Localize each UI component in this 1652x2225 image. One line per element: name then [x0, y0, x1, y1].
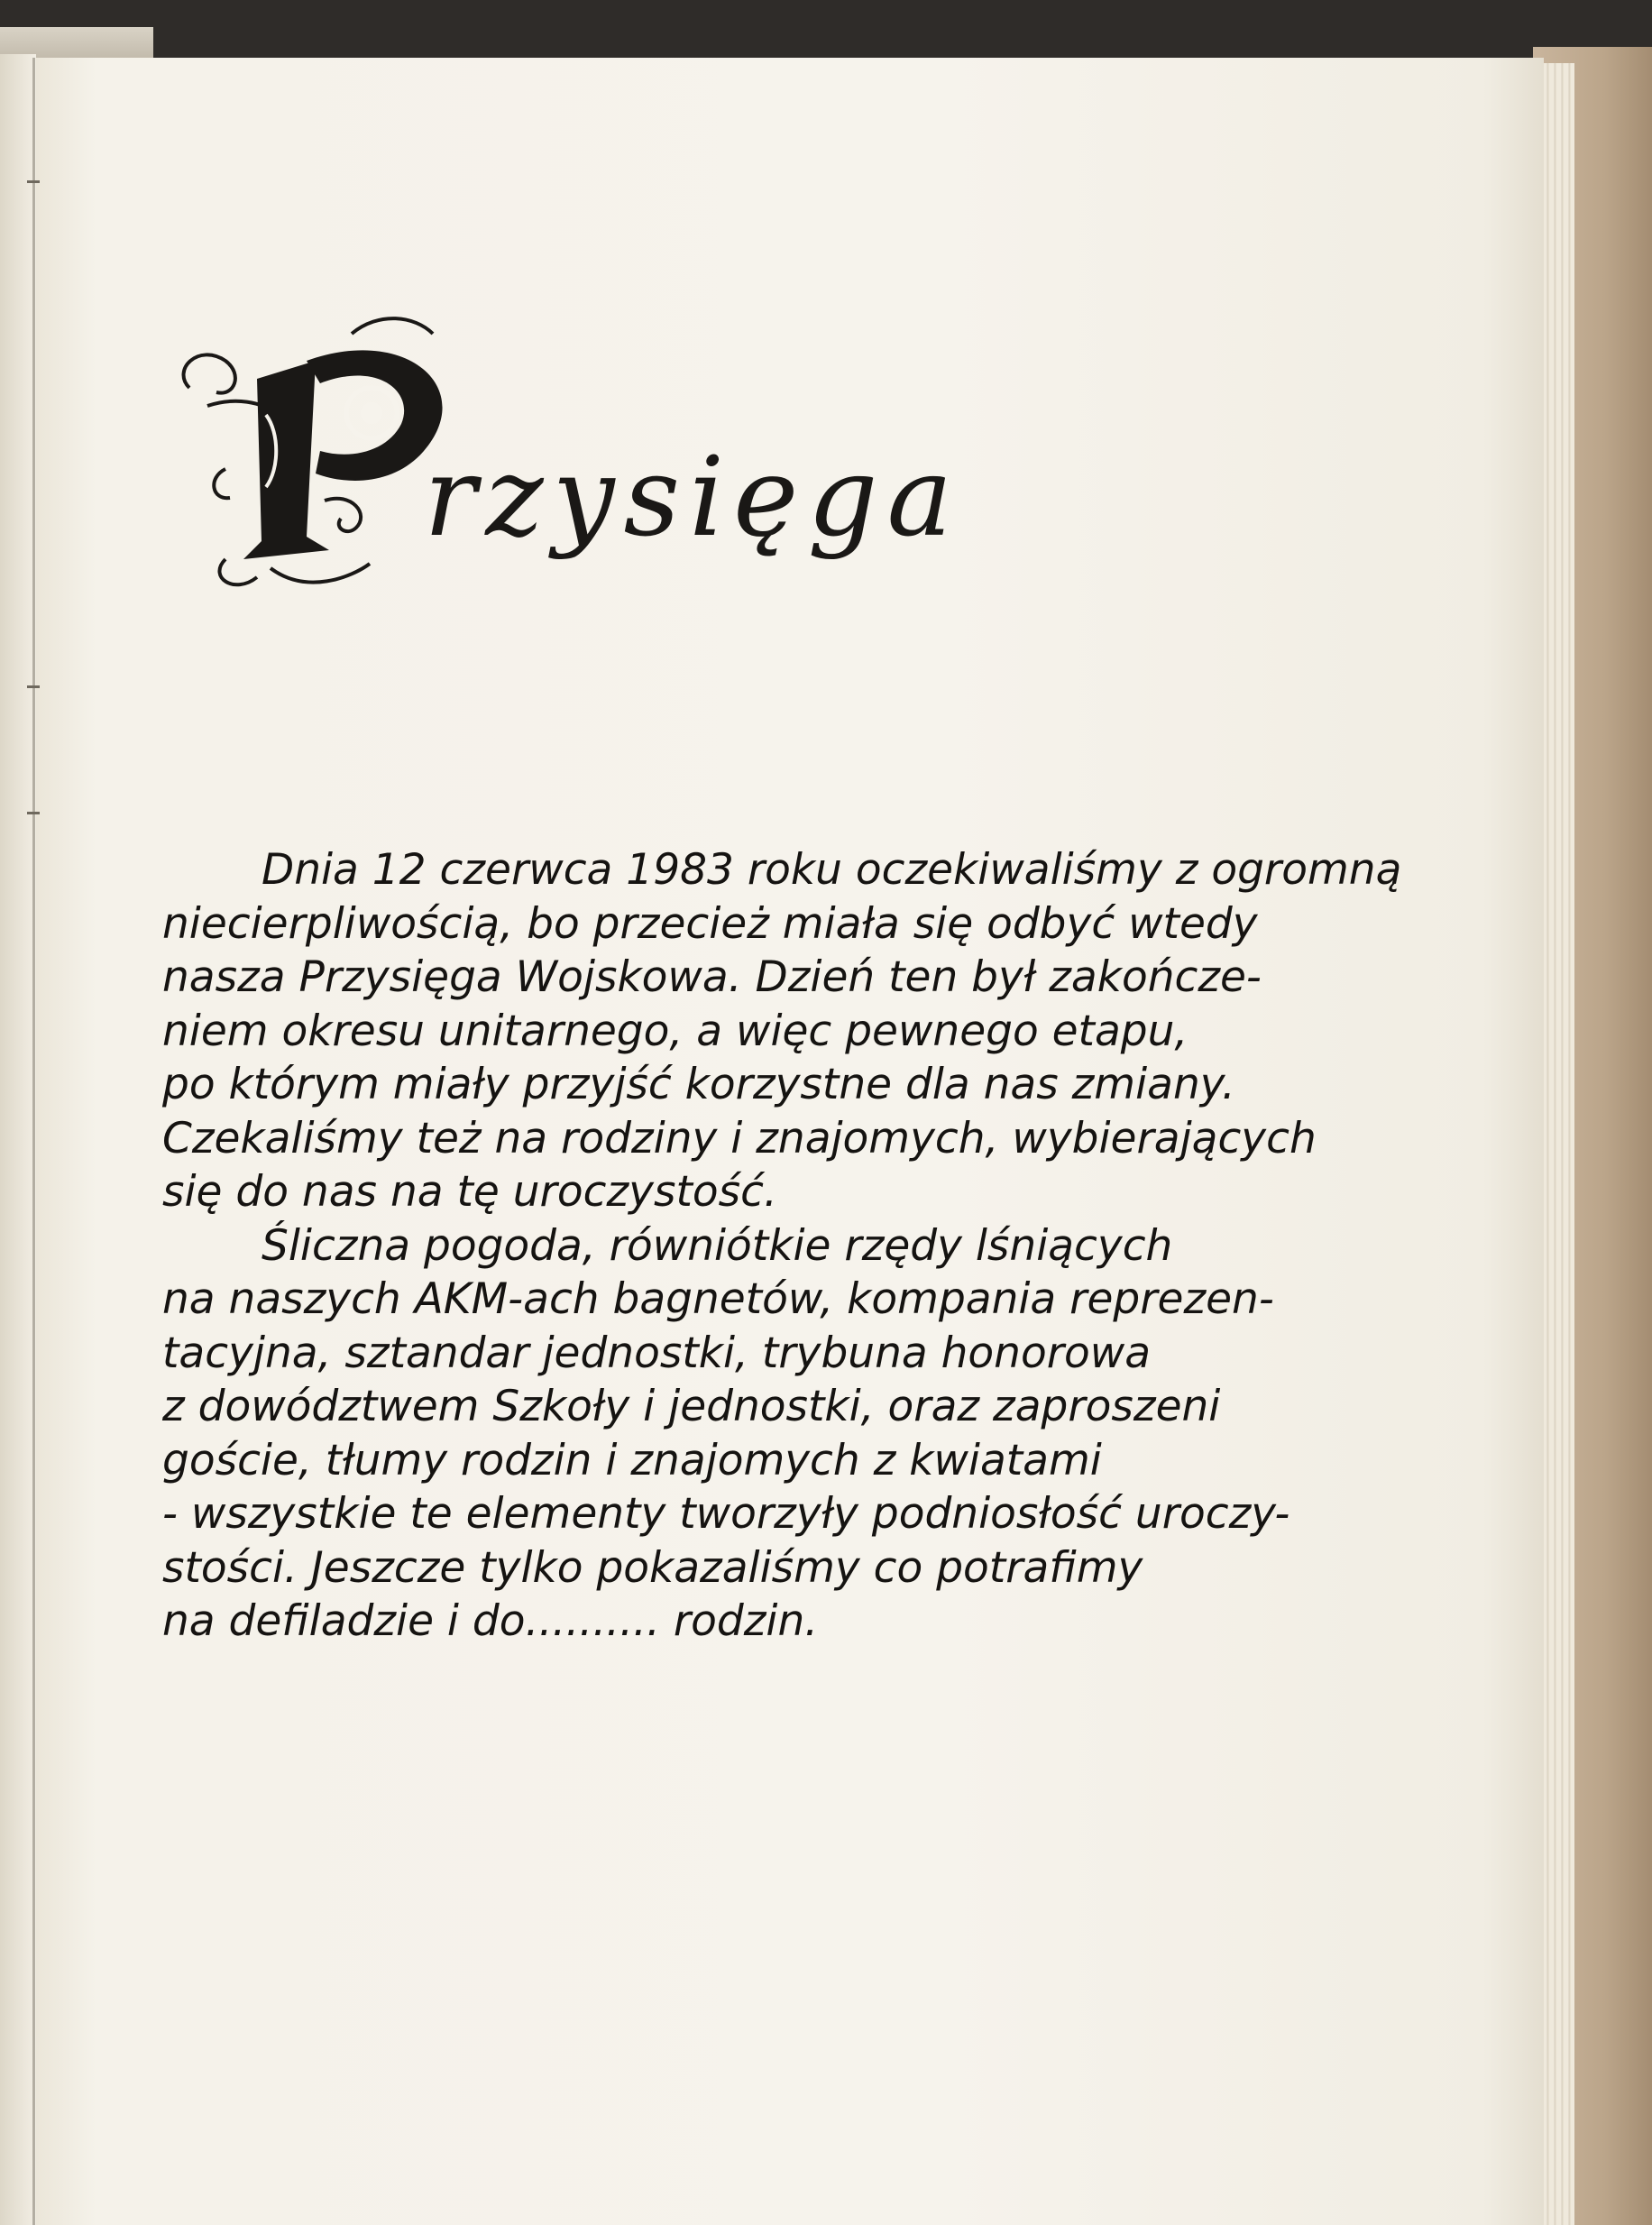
text-line: na naszych AKM-ach bagnetów, kompania reprezen- — [162, 1274, 1274, 1324]
text-line: stości. Jeszcze tylko pokazaliśmy co potrafimy — [162, 1542, 1143, 1593]
text-line: po którym miały przyjść korzystne dla nas zmiany. — [162, 1060, 1235, 1109]
text-line: z dowództwem Szkoły i jednostki, oraz zaproszeni — [162, 1382, 1221, 1431]
text-line: się do nas na tę uroczystość. — [162, 1167, 777, 1217]
decorative-initial-p-icon — [171, 307, 460, 595]
left-page-edge — [0, 54, 36, 2225]
text-line: niecierpliwością, bo przecież miała się odbyć wtedy — [162, 898, 1258, 949]
heading — [171, 307, 1163, 631]
gutter-mark — [27, 685, 40, 688]
text-line: na defiladzie i do.......... rodzin. — [162, 1596, 819, 1646]
handwritten-text — [162, 843, 1443, 1649]
text-line: Dnia 12 czerwca 1983 roku oczekiwaliśmy z ogromną — [262, 845, 1402, 895]
page-title: rzysięga — [424, 433, 962, 561]
text-line: niem okresu unitarnego, a więc pewnego etapu, — [162, 1006, 1189, 1056]
text-line: Śliczna pogoda, równiótkie rzędy lśniących — [262, 1220, 1173, 1271]
text-line: goście, tłumy rodzin i znajomych z kwiatami — [162, 1435, 1102, 1485]
text-line: - wszystkie te elementy tworzyły podniosłość uroczy- — [162, 1489, 1290, 1539]
text-line: nasza Przysięga Wojskowa. Dzień ten był zakończe- — [162, 952, 1262, 1002]
gutter — [32, 58, 35, 2225]
text-line: tacyjna, sztandar jednostki, trybuna honorowa — [162, 1328, 1152, 1378]
text-line: Czekaliśmy też na rodziny i znajomych, wybierających — [162, 1113, 1317, 1163]
gutter-mark — [27, 812, 40, 814]
gutter-mark — [27, 180, 40, 183]
